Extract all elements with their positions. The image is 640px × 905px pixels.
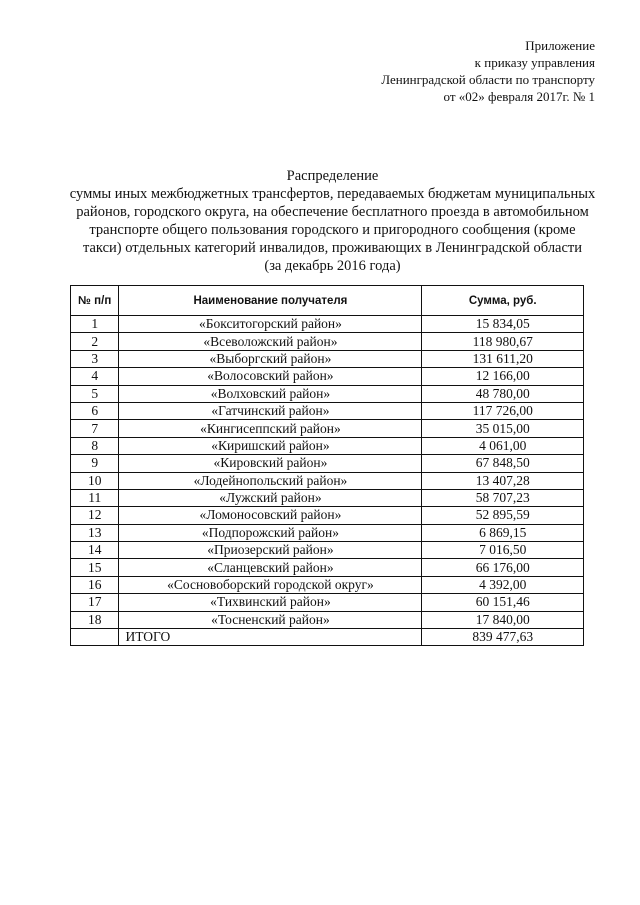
row-sum: 15 834,05 (422, 316, 584, 333)
table-row (71, 489, 584, 506)
total-label: ИТОГО (119, 629, 422, 646)
row-number: 8 (71, 437, 119, 454)
row-sum: 48 780,00 (422, 385, 584, 402)
recipient-name: «Лодейнопольский район» (119, 472, 422, 489)
table-row (71, 576, 584, 593)
document-title (40, 167, 625, 275)
recipient-name: «Тихвинский район» (119, 594, 422, 611)
column-header-sum: Сумма, руб. (422, 286, 584, 316)
row-sum: 60 151,46 (422, 594, 584, 611)
table-row (71, 420, 584, 437)
row-sum: 58 707,23 (422, 489, 584, 506)
row-sum: 4 061,00 (422, 437, 584, 454)
recipient-name: «Приозерский район» (119, 542, 422, 559)
table-row (71, 542, 584, 559)
title-line: районов, городского округа, на обеспечение бесплатного проезда в автомобильном (76, 204, 589, 220)
recipient-name: «Кировский район» (119, 455, 422, 472)
table-row (71, 524, 584, 541)
row-number: 12 (71, 507, 119, 524)
recipient-name: «Бокситогорский район» (119, 316, 422, 333)
row-sum: 118 980,67 (422, 333, 584, 350)
recipient-name: «Кингисеппский район» (119, 420, 422, 437)
total-blank-cell (71, 629, 119, 646)
recipient-name: «Сланцевский район» (119, 559, 422, 576)
row-number: 3 (71, 350, 119, 367)
table-row (71, 507, 584, 524)
recipient-name: «Выборгский район» (119, 350, 422, 367)
row-number: 2 (71, 333, 119, 350)
row-number: 14 (71, 542, 119, 559)
table-header-row (71, 286, 584, 316)
total-row (71, 629, 584, 646)
recipient-name: «Подпорожский район» (119, 524, 422, 541)
title-heading: Распределение (286, 168, 379, 184)
row-sum: 7 016,50 (422, 542, 584, 559)
row-sum: 67 848,50 (422, 455, 584, 472)
row-number: 7 (71, 420, 119, 437)
recipient-name: «Всеволожский район» (119, 333, 422, 350)
table-body (71, 316, 584, 646)
recipient-name: «Волховский район» (119, 385, 422, 402)
appendix-line: от «02» февраля 2017г. № 1 (443, 89, 595, 104)
row-number: 6 (71, 402, 119, 419)
row-number: 5 (71, 385, 119, 402)
table-row (71, 316, 584, 333)
row-number: 16 (71, 576, 119, 593)
recipient-name: «Сосновоборский городской округ» (119, 576, 422, 593)
total-sum: 839 477,63 (422, 629, 584, 646)
table-row (71, 472, 584, 489)
row-number: 17 (71, 594, 119, 611)
recipient-name: «Волосовский район» (119, 368, 422, 385)
table-row (71, 350, 584, 367)
row-sum: 12 166,00 (422, 368, 584, 385)
table-row (71, 402, 584, 419)
table-row (71, 455, 584, 472)
row-sum: 117 726,00 (422, 402, 584, 419)
row-sum: 17 840,00 (422, 611, 584, 628)
title-line: суммы иных межбюджетных трансфертов, передаваемых бюджетам муниципальных (69, 186, 596, 202)
table-row (71, 368, 584, 385)
row-number: 9 (71, 455, 119, 472)
row-number: 11 (71, 489, 119, 506)
recipient-name: «Киришский район» (119, 437, 422, 454)
row-sum: 66 176,00 (422, 559, 584, 576)
row-sum: 13 407,28 (422, 472, 584, 489)
row-sum: 4 392,00 (422, 576, 584, 593)
table-row (71, 611, 584, 628)
title-line: такси) отдельных категорий инвалидов, проживающих в Ленинградской области (82, 240, 583, 256)
appendix-line: к приказу управления (474, 55, 595, 70)
table-row (71, 437, 584, 454)
row-number: 4 (71, 368, 119, 385)
title-line: транспорте общего пользования городского и пригородного сообщения (кроме (89, 222, 576, 238)
row-number: 18 (71, 611, 119, 628)
row-sum: 6 869,15 (422, 524, 584, 541)
appendix-header (381, 37, 595, 105)
row-sum: 35 015,00 (422, 420, 584, 437)
table-row (71, 559, 584, 576)
title-line: (за декабрь 2016 года) (264, 258, 401, 274)
recipient-name: «Лужский район» (119, 489, 422, 506)
recipient-name: «Ломоносовский район» (119, 507, 422, 524)
row-number: 13 (71, 524, 119, 541)
appendix-line: Приложение (525, 38, 595, 53)
recipient-name: «Тосненский район» (119, 611, 422, 628)
appendix-line: Ленинградской области по транспорту (381, 72, 595, 87)
table-row (71, 594, 584, 611)
row-number: 15 (71, 559, 119, 576)
row-sum: 131 611,20 (422, 350, 584, 367)
row-number: 10 (71, 472, 119, 489)
row-number: 1 (71, 316, 119, 333)
recipient-name: «Гатчинский район» (119, 402, 422, 419)
table-row (71, 385, 584, 402)
column-header-number: № п/п (71, 286, 119, 316)
distribution-table (70, 285, 584, 646)
column-header-recipient: Наименование получателя (119, 286, 422, 316)
table-row (71, 333, 584, 350)
row-sum: 52 895,59 (422, 507, 584, 524)
